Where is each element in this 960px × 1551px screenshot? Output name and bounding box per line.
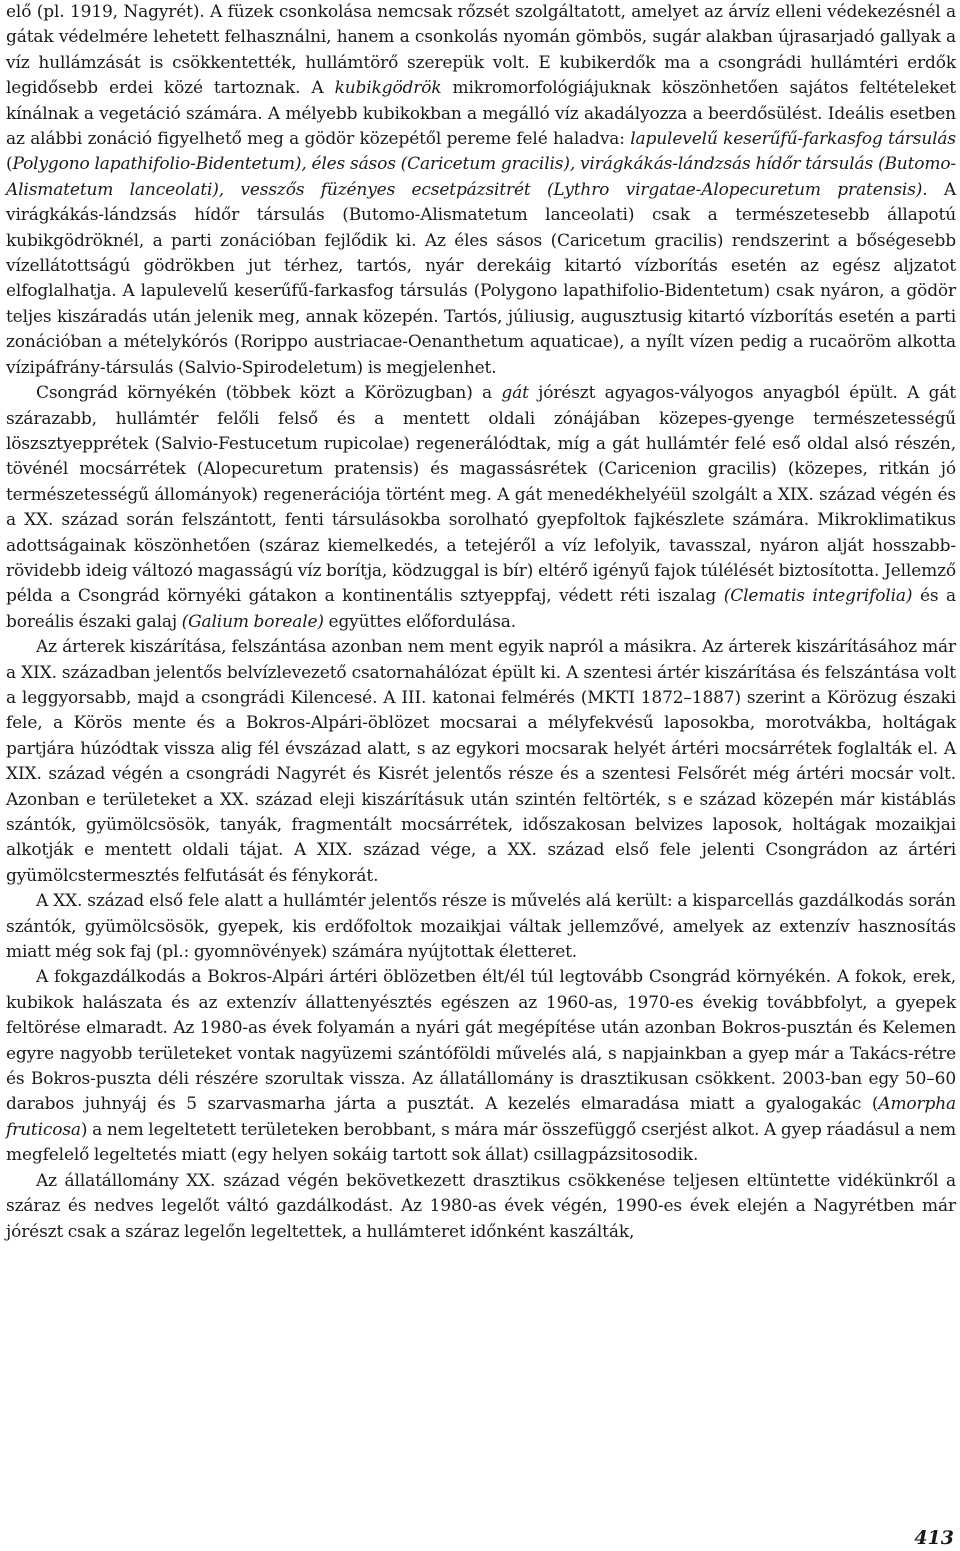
text-segment: ) a nem legeltetett területeken berobbant, s mára már összefüggő cserjést alkot. A gyep ráadásul a nem megfelelő legeltetés miatt (egy helyen sokáig tartott sok állat) csillagpázsitosodik. xyxy=(6,1119,956,1166)
paragraph-5 xyxy=(6,965,956,1168)
italic-term: gát xyxy=(501,383,529,404)
text-segment: A virágkákás-lándzsás hídőr társulás (Butomo-Alismatetum lanceolati) csak a természetesebb állapotú kubikgödröknél, a parti zonációban fejlődik ki. Az éles sásos (Caricetum gracilis) rendszerint a bőségesebb vízellátottságú gödrökben jut térhez, tartós, nyár derekáig kitartó vízborítás esetén az egész aljzatot elfoglalhatja. A lapulevelű keserűfű-farkasfog társulás (Polygono lapathifolio-Bidentetum) csak nyáron, a gödör teljes kiszáradás után jelenik meg, annak közepén. Tartós, júliusig, augusztusig kitartó vízborítás esetén a parti zonációban a mételykórós (Rorippo austriacae-Oenanthetum aquaticae), a nyílt vízen pedig a rucaöröm alkotta vízipáfrány-társulás (Salvio-Spirodeletum) is megjelenhet. xyxy=(6,179,957,378)
text-segment: mikromorfológiájuknak köszönhetően sajátos feltételeket kínálnak a vegetáció számára. A mélyebb kubikokban a megálló víz akadályozza a beerdősülést. Ideális esetben az alábbi zonáció figyelhető meg a gödör közepétől pereme felé haladva: xyxy=(6,78,956,150)
text-segment: Csongrád környékén (többek közt a Körözugban) a xyxy=(36,383,502,404)
page-number: 413 xyxy=(914,1527,954,1549)
italic-term: lapulevelű keserűfű-farkasfog társulás xyxy=(630,129,956,150)
paragraph-4 xyxy=(6,889,956,965)
italic-term: kubikgödrök xyxy=(334,78,442,99)
text-segment: elő (pl. 1919, Nagyrét). A füzek csonkolása nemcsak rőzsét szolgáltatott, amelyet az árvíz elleni védekezésnél a gátak védelmére lehetett felhasználni, hanem a csonkolás nyomán gömbös, sugár alakban újrasarjadó gallyak a víz hullámzását is csökkentették, hullámtörő szerepük volt. E kubikerdők ma a csongrádi hullámtéri erdők legidősebb erdei közé tartoznak. A xyxy=(6,2,956,99)
paragraph-2 xyxy=(6,381,956,635)
text-segment: és a boreális északi galaj xyxy=(6,586,957,632)
italic-term: (Clematis integrifolia) xyxy=(723,586,913,607)
paragraph-6 xyxy=(6,1169,956,1245)
text-segment: jórészt agyagos-vályogos anyagból épült. A gát szárazabb, hullámtér felőli felső és a mentett oldali zónájában közepes-gyenge természetességű löszsztyepprétek (Salvio-Festucetum rupicolae) regenerálódtak, míg a gát hullámtér felé eső oldal alsó részén, tövénél mocsárrétek (Alopecuretum pratensis) és magassásrétek (Caricenion gracilis) (közepes, ritkán jó természetességű állományok) regenerációja történt meg. A gát menedékhelyéül szolgált a XIX. század végén és a XX. század során felszántott, fenti társulásokba sorolható gyepfoltok fajkészlete számára. Mikroklimatikus adottságainak köszönhetően (száraz kiemelkedés, a tetejéről a víz lefolyik, tavasszal, nyáron alját hosszabb-rövidebb ideig változó magasságú víz borítja, ködzuggal is bír) eltérő igényű fajok túlélését biztosította. Jellemző példa a Csongrád környéki gátakon a kontinentális sztyeppfaj, védett réti iszalag xyxy=(6,383,956,607)
text-segment: A fokgazdálkodás a Bokros-Alpári ártéri öblözetben élt/él túl legtovább Csongrád környékén. A fokok, erek, kubikok halászata és az extenzív állattenyésztés egészen az 1960-as, 1970-es évekig továbbfolyt, a gyepek feltörése elmaradt. Az 1980-as évek folyamán a nyári gát megépítése után azonban Bokros-pusztán és Kelemen egyre nagyobb területeket vontak nagyüzemi szántóföldi művelés alá, s napjainkban a gyep már a Takács-rétre és Bokros-puszta déli részére szorultak vissza. Az állatállomány is drasztikusan csökkent. 2003-ban egy 50–60 darabos juhnyáj és 5 szarvasmarha járta a pusztát. A kezelés elmaradása miatt a gyalogakác ( xyxy=(6,967,956,1115)
text-segment: együttes előfordulása. xyxy=(323,611,517,632)
text-segment: ( xyxy=(6,154,13,175)
document-body xyxy=(6,0,956,1245)
paragraph-3 xyxy=(6,635,956,889)
text-segment: A XX. század első fele alatt a hullámtér jelentős része is művelés alá került: a kisparcellás gazdálkodás során szántók, gyümölcsösök, gyepek, kis erdőfoltok mozaikjai váltak jellemzővé, amelyek az extenzív hasznosítás miatt még sok faj (pl.: gyomnövények) számára nyújtottak életteret. xyxy=(6,891,956,963)
text-segment: Az állatállomány XX. század végén bekövetkezett drasztikus csökkenése teljesen eltüntette vidékünkről a száraz és nedves legelőt váltó gazdálkodást. Az 1980-as évek végén, 1990-es évek elején a Nagyrétben már jórészt csak a száraz legelőn legeltettek, a hullámteret időnként kaszálták, xyxy=(6,1170,956,1242)
italic-term: Polygono lapathifolio-Bidentetum), éles sásos (Caricetum gracilis), virágkákás-lándzsás hídőr társulás (Butomo-Alismatetum lanceolati), vesszős füzényes ecsetpázsitrét (Lythro virgatae-Alopecuretum pratensis). xyxy=(6,154,956,200)
italic-term: (Galium boreale) xyxy=(181,611,324,632)
text-segment: Az árterek kiszárítása, felszántása azonban nem ment egyik napról a másikra. Az árterek kiszárításához már a XIX. században jelentős belvízlevezető csatornahálózat épült ki. A szentesi ártér kiszárítása és felszántása volt a leggyorsabb, majd a csongrádi Kilencesé. A III. katonai felmérés (MKTI 1872–1887) szerint a Körözug északi fele, a Körös mente és a Bokros-Alpári-öblözet mocsarai a mélyfekvésű laposokba, morotvákba, holtágak partjára húzódtak vissza alig fél évszázad alatt, s az egykori mocsarak helyét ártéri mocsárrétek foglalták el. A XIX. század végén a csongrádi Nagyrét és Kisrét jelentős része és a szentesi Felsőrét még ártéri mocsár volt. Azonban e területeket a XX. század eleji kiszárításuk után szintén feltörték, s e század közepén már kistáblás szántók, gyümölcsösök, tanyák, fragmentált mocsárrétek, időszakosan belvizes laposok, holtágak mozaikjai alkotják e mentett oldali tájat. A XIX. század vége, a XX. század első fele jelenti Csongrádon az ártéri gyümölcstermesztés felfutását és fénykorát. xyxy=(6,637,956,886)
italic-term: Amorpha fruticosa xyxy=(6,1094,956,1140)
paragraph-1 xyxy=(6,0,956,381)
